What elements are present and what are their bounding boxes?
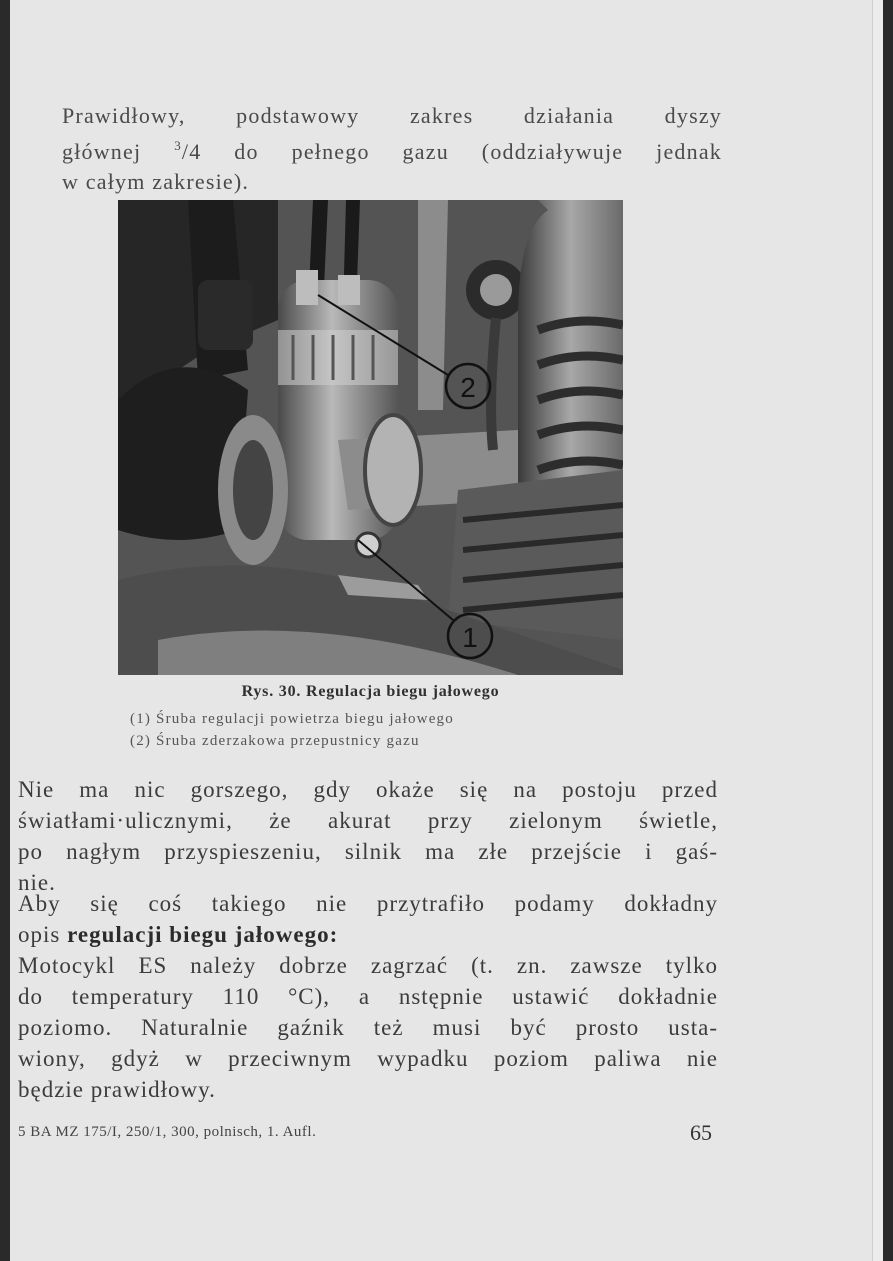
body-line: do temperatury 110 °C), a nstępnie ustawić dokładnie: [18, 984, 718, 1009]
callout-label-2: 2: [460, 372, 476, 403]
body-line: nie.: [18, 870, 56, 895]
body-line: Aby się coś takiego nie przytrafiło podamy dokładny: [18, 891, 718, 916]
figure-caption-item: (1) Śruba regulacji powietrza biegu jałowego: [130, 711, 454, 727]
intro-line: Prawidłowy, podstawowy zakres działania dyszy: [62, 103, 722, 128]
page-edge: [872, 0, 883, 1261]
body-line: będzie prawidłowy.: [18, 1077, 216, 1102]
carburetor-photo: [118, 200, 623, 675]
intro-line-text: /4 do pełnego gazu (oddziaływuje jednak: [181, 139, 722, 164]
figure-caption-title: Rys. 30. Regulacja biegu jałowego: [241, 683, 500, 700]
body-paragraph-2: [18, 888, 718, 950]
body-line: [18, 919, 718, 950]
imprint-footer: 5 BA MZ 175/I, 250/1, 300, polnisch, 1. Aufl.: [18, 1124, 317, 1140]
figure-caption-item: (2) Śruba zderzakowa przepustnicy gazu: [130, 733, 420, 749]
intro-line: w całym zakresie).: [62, 169, 250, 194]
body-paragraph-1: [18, 774, 718, 898]
body-line: Motocykl ES należy dobrze zagrzać (t. zn. zawsze tylko: [18, 953, 718, 978]
body-line: Nie ma nic gorszego, gdy okaże się na postoju przed: [18, 777, 718, 802]
bold-term: regulacji biegu jałowego:: [67, 922, 339, 947]
document-page: [10, 0, 883, 1261]
body-paragraph-3: [18, 950, 718, 1105]
intro-paragraph: [62, 101, 722, 197]
intro-line-text: głównej: [62, 139, 175, 164]
fraction-numerator: 3: [174, 138, 182, 153]
body-line: wiony, gdyż w przeciwnym wypadku poziom paliwa nie: [18, 1046, 718, 1071]
intro-line: [62, 131, 722, 167]
body-line: po nagłym przyspieszeniu, silnik ma złe przejście i gaś-: [18, 839, 718, 864]
body-line: światłami·ulicznymi, że akurat przy zielonym świetle,: [18, 808, 718, 833]
page-number: 65: [690, 1120, 712, 1145]
callout-label-1: 1: [462, 622, 478, 653]
body-line: poziomo. Naturalnie gaźnik też musi być prosto usta-: [18, 1015, 718, 1040]
body-line-text: opis: [18, 922, 68, 947]
